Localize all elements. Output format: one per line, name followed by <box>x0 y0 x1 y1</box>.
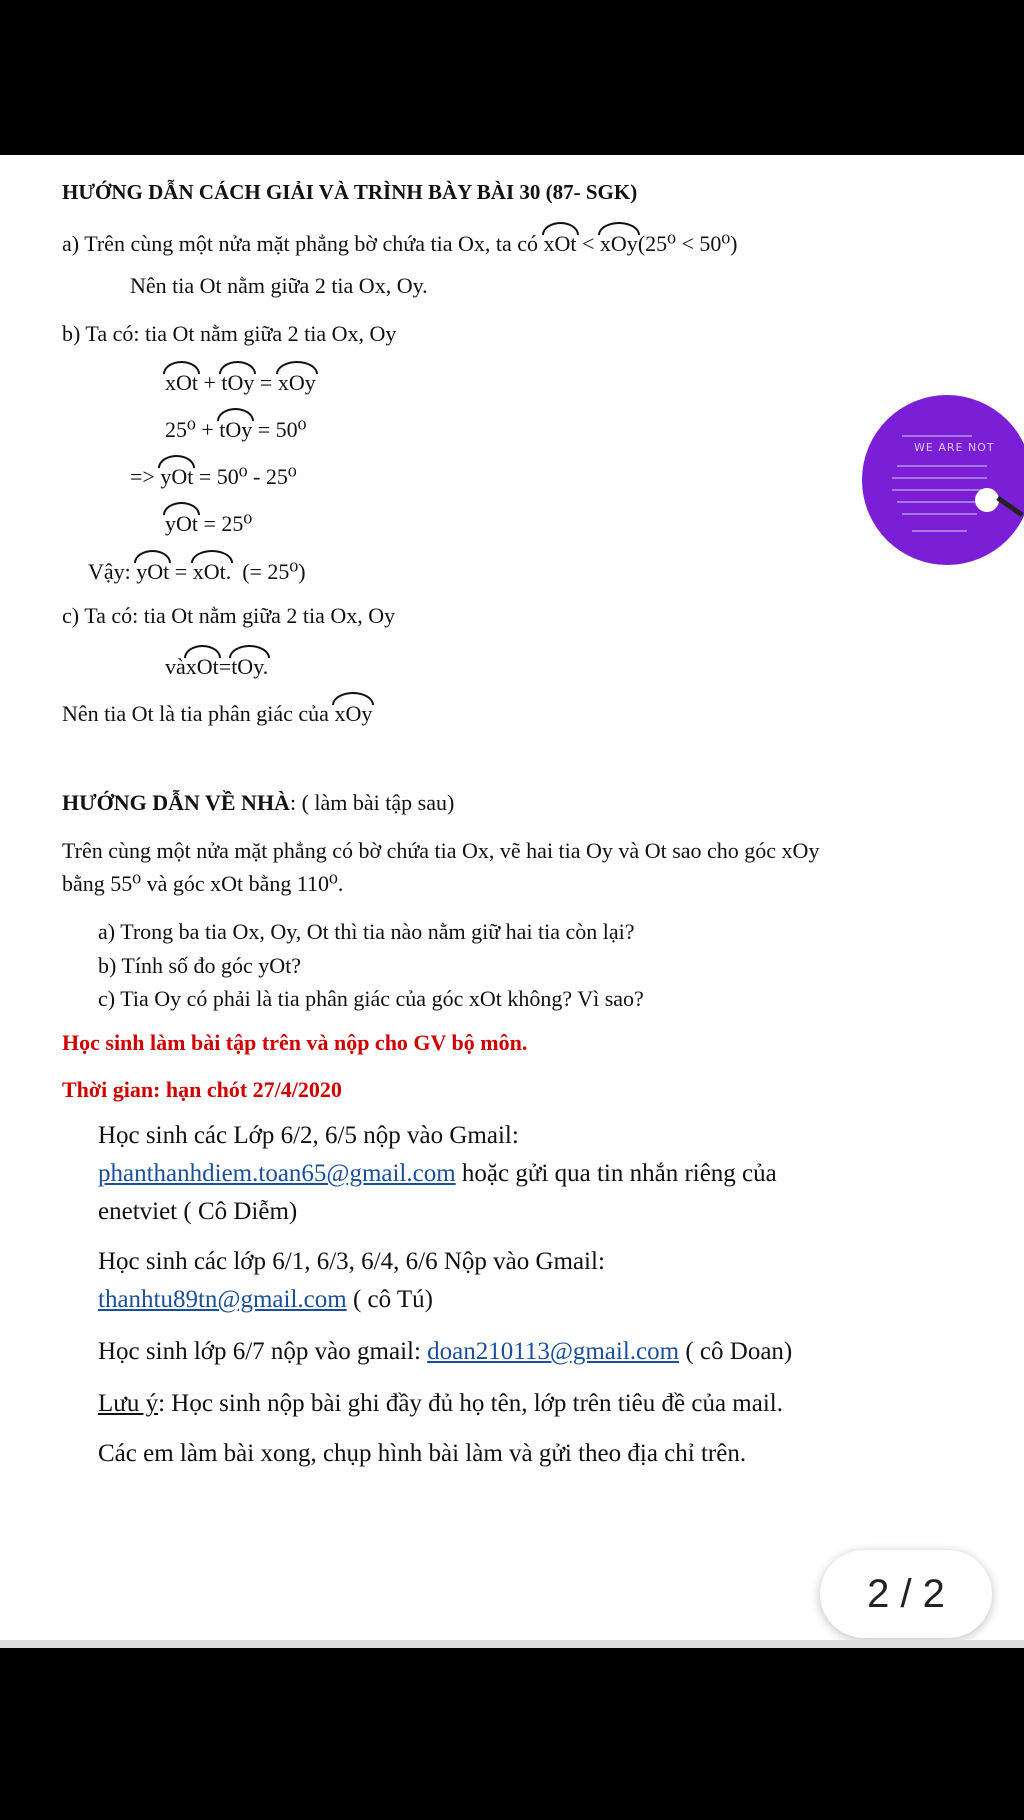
less-than: < <box>582 231 595 256</box>
part-b-eq-1 <box>165 366 316 396</box>
part-c-line-2 <box>165 650 268 680</box>
question-a: a) Trong ba tia Ox, Oy, Ot thì tia nào nằm giữ hai tia còn lại? <box>98 919 635 944</box>
angle-xot: xOt. <box>193 555 232 585</box>
problem-line-2: bằng 55⁰ và góc xOt bằng 110⁰. <box>62 871 344 896</box>
equals: = <box>174 559 188 584</box>
part-a-prefix: a) Trên cùng một nửa mặt phẳng bờ chứa tia Ox, ta có <box>62 231 538 256</box>
group1-line-3: enetviet ( Cô Diễm) <box>98 1198 298 1225</box>
bottom-divider <box>0 1640 1024 1648</box>
part-a-suffix: (25⁰ < 50⁰) <box>637 231 738 256</box>
plus: + <box>203 370 216 395</box>
homework-heading-suffix: : ( làm bài tập sau) <box>289 790 455 815</box>
part-c-line-1: c) Ta có: tia Ot nằm giữa 2 tia Ox, Oy <box>62 603 396 628</box>
homework-heading <box>62 790 454 816</box>
part-b-conclusion <box>88 555 306 585</box>
group1-line-1: Học sinh các Lớp 6/2, 6/5 nộp vào Gmail: <box>98 1122 519 1149</box>
part-a-line-2: Nên tia Ot nằm giữa 2 tia Ox, Oy. <box>130 273 428 298</box>
angle-xot: xOt <box>544 227 577 257</box>
homework-heading-title: HƯỚNG DẪN VỀ NHÀ <box>62 790 290 815</box>
angle-xot: xOt <box>165 366 198 396</box>
group2-line-2 <box>98 1286 433 1314</box>
eq3-pre: => <box>130 464 155 489</box>
angle-yot: yOt <box>136 555 169 585</box>
angle-yot: yOt <box>165 507 198 537</box>
eq2-pre: 25⁰ + <box>165 417 214 442</box>
notice-line-1: Học sinh làm bài tập trên và nộp cho GV bộ môn. <box>62 1030 528 1055</box>
question-b: b) Tính số đo góc yOt? <box>98 953 302 978</box>
eq2-post: = 50⁰ <box>257 417 307 442</box>
c2-pre: và <box>165 654 186 679</box>
email-link-diem[interactable]: phanthanhdiem.toan65@gmail.com <box>98 1160 456 1187</box>
group2-line-1: Học sinh các lớp 6/1, 6/3, 6/4, 6/6 Nộp vào Gmail: <box>98 1248 605 1275</box>
eq4-post: = 25⁰ <box>203 511 253 536</box>
group1-suffix: hoặc gửi qua tin nhắn riêng của <box>455 1160 777 1187</box>
document-title: HƯỚNG DẪN CÁCH GIẢI VÀ TRÌNH BÀY BÀI 30 (87- SGK) <box>62 180 638 204</box>
email-link-doan[interactable]: doan210113@gmail.com <box>427 1338 680 1365</box>
angle-yot: yOt <box>160 460 193 490</box>
badge-text: WE ARE NOT <box>914 441 995 454</box>
notice-deadline: Thời gian: hạn chót 27/4/2020 <box>62 1077 342 1102</box>
conclusion-post: (= 25⁰) <box>242 559 306 584</box>
part-b-line-1: b) Ta có: tia Ot nằm giữa 2 tia Ox, Oy <box>62 321 397 346</box>
part-b-eq-4 <box>165 507 252 537</box>
angle-xoy: xOy <box>278 366 316 396</box>
group3-prefix: Học sinh lớp 6/7 nộp vào gmail: <box>98 1338 428 1365</box>
final-line: Các em làm bài xong, chụp hình bài làm và gửi theo địa chỉ trên. <box>98 1440 747 1467</box>
angle-toy: tOy. <box>231 650 268 680</box>
note-text: : Học sinh nộp bài ghi đầy đủ họ tên, lớp trên tiêu đề của mail. <box>158 1390 783 1417</box>
part-a-line-1 <box>62 227 738 257</box>
part-b-eq-3 <box>130 460 297 490</box>
overlay-badge-icon <box>862 395 1024 565</box>
angle-xot: xOt <box>186 650 219 680</box>
microphone-icon <box>975 488 999 512</box>
page-indicator: 2 / 2 <box>820 1550 992 1638</box>
angle-toy: tOy <box>219 413 252 443</box>
note-line <box>98 1390 783 1418</box>
angle-xoy: xOy <box>600 227 638 257</box>
c3-prefix: Nên tia Ot là tia phân giác của <box>62 701 329 726</box>
note-label: Lưu ý <box>98 1390 159 1417</box>
part-c-line-3 <box>62 697 372 727</box>
group3-line <box>98 1338 792 1366</box>
angle-xoy: xOy <box>334 697 372 727</box>
email-link-tu[interactable]: thanhtu89tn@gmail.com <box>98 1286 347 1313</box>
conclusion-pre: Vậy: <box>88 559 131 584</box>
group3-suffix: ( cô Doan) <box>679 1338 793 1365</box>
group1-line-2 <box>98 1160 777 1188</box>
problem-line-1: Trên cùng một nửa mặt phẳng có bờ chứa tia Ox, vẽ hai tia Oy và Ot sao cho góc xOy <box>62 838 820 863</box>
equals: = <box>218 654 232 679</box>
eq3-post: = 50⁰ - 25⁰ <box>198 464 297 489</box>
question-c: c) Tia Oy có phải là tia phân giác của góc xOt không? Vì sao? <box>98 986 644 1011</box>
angle-toy: tOy <box>221 366 254 396</box>
part-b-eq-2 <box>165 413 306 443</box>
group2-suffix: ( cô Tú) <box>346 1286 434 1313</box>
equals: = <box>259 370 273 395</box>
